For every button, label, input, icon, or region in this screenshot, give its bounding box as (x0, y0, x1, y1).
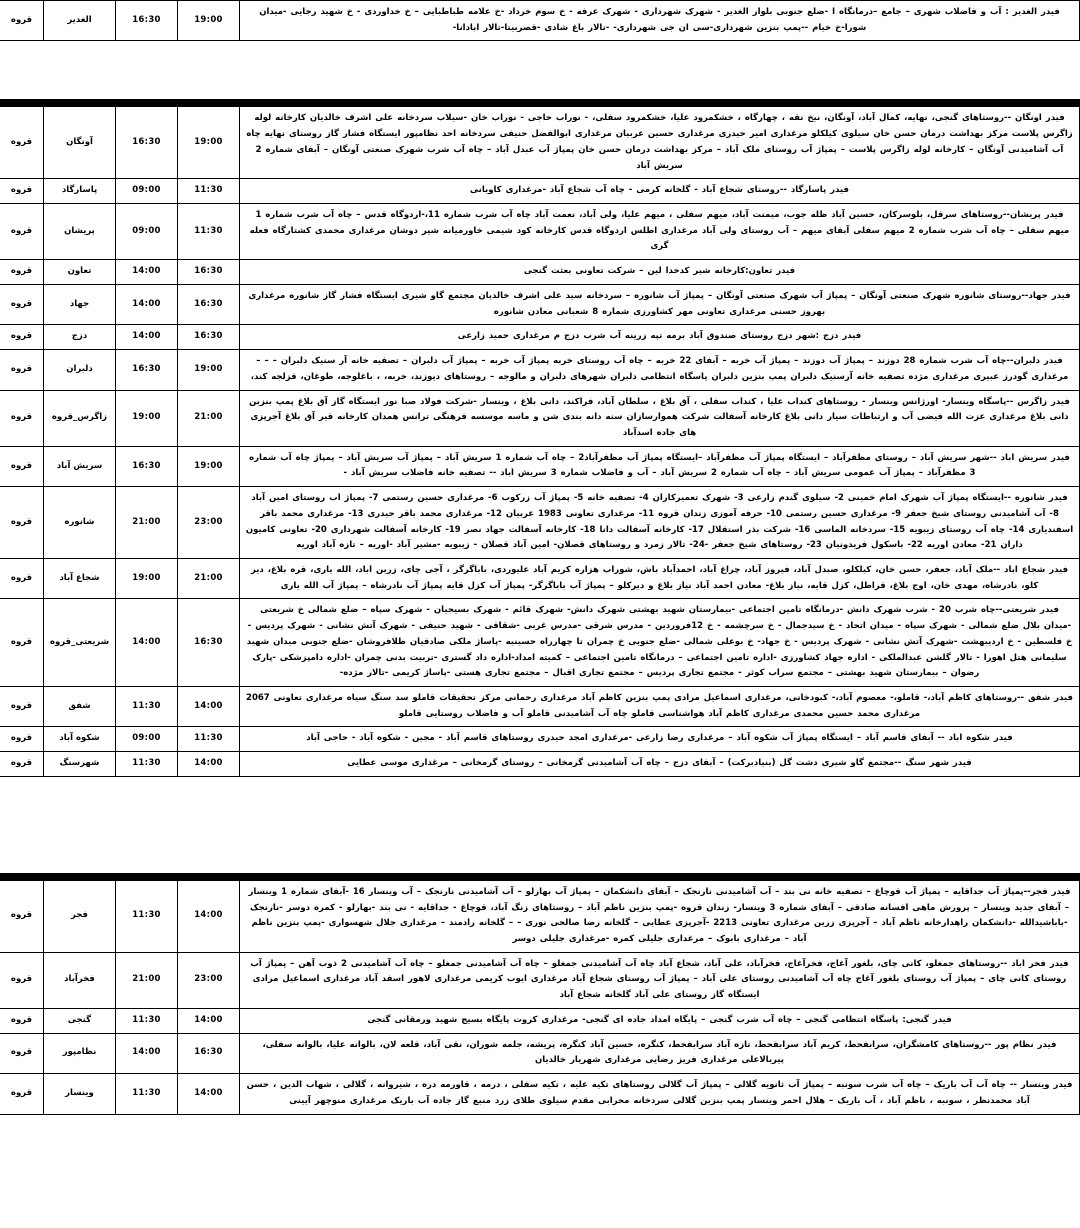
city-name: قروه (0, 1, 44, 41)
end-time: 16:30 (178, 599, 240, 687)
feeder-name: دزج (44, 325, 116, 350)
city-name: قروه (0, 1008, 44, 1033)
table-block-2 (0, 106, 1080, 776)
city-name: قروه (0, 325, 44, 350)
city-name: قروه (0, 204, 44, 260)
city-name: قروه (0, 727, 44, 752)
end-time: 23:00 (178, 487, 240, 559)
table-row (0, 558, 1080, 598)
city-name: قروه (0, 179, 44, 204)
start-time: 11:30 (116, 687, 178, 727)
start-time: 14:00 (116, 1033, 178, 1073)
table-row (0, 599, 1080, 687)
city-name: قروه (0, 260, 44, 285)
table-row (0, 487, 1080, 559)
end-time: 16:30 (178, 284, 240, 324)
start-time: 11:30 (116, 880, 178, 952)
end-time: 16:30 (178, 1033, 240, 1073)
feeder-description: فیدر شکوه اباد -- آبفای قاسم آباد – ایستگاه پمپاژ آب شکوه آباد – مرغداری رضا زارعی -مرغداری امجد حیدری روستاهای قاسم آباد - مجین - شکوه آباد - حاجی آباد (240, 727, 1080, 752)
table-row (0, 687, 1080, 727)
feeder-description: فیدر نظام پور --روستاهای کامشگران، سرابفحط، کریم آباد سرابفحط، تازه آباد سرابفحط، کنگره، حسین آباد کنگره، پریشه، جلمه شوران، نقی آباد، قلعه لان، بالوانه علیا، بالوانه سفلی، پیربالاعلی مرغداری فریز رضایی مرغداری شهریار خالدیان (240, 1033, 1080, 1073)
start-time: 16:30 (116, 446, 178, 486)
end-time: 11:30 (178, 179, 240, 204)
end-time: 14:00 (178, 1008, 240, 1033)
feeder-description: فیدر شجاع اباد --ملک آباد، جعفر، حسن خان، کیلکلو، صبدل آباد، فیروز آباد، چراغ آباد، احمدآباد باش، شوراب هزاره کریم آباد علیوردی، باباگرگر ، آجی چای، زرین اباد، الله یاری، قره بلاغ، دیر کلو، نادرشاه، مهدی خان، اوج بلاغ، قراطل، کزل قایه، نیاز بلاغ- معادن احمد آباد نیاز بلاغ و دیرکلو – پمپاژ آب باباگرگر- پمپاژ آب کزل قایه پمپاژ آب نادرشاه – پمپاژ آب الله یاری (240, 558, 1080, 598)
feeder-name: نظامپور (44, 1033, 116, 1073)
city-name: قروه (0, 952, 44, 1008)
city-name: قروه (0, 284, 44, 324)
city-name: قروه (0, 558, 44, 598)
start-time: 14:00 (116, 599, 178, 687)
table-row (0, 1033, 1080, 1073)
start-time: 19:00 (116, 558, 178, 598)
feeder-name: زاگرس_قروه (44, 390, 116, 446)
end-time: 23:00 (178, 952, 240, 1008)
table-row (0, 107, 1080, 179)
start-time: 21:00 (116, 487, 178, 559)
end-time: 19:00 (178, 446, 240, 486)
start-time: 21:00 (116, 952, 178, 1008)
feeder-name: آونگان (44, 107, 116, 179)
feeder-name: فخرآباد (44, 952, 116, 1008)
feeder-name: گنجی (44, 1008, 116, 1033)
city-name: قروه (0, 880, 44, 952)
city-name: قروه (0, 350, 44, 390)
start-time: 14:00 (116, 260, 178, 285)
table-row (0, 390, 1080, 446)
start-time: 11:30 (116, 752, 178, 777)
feeder-name: شانوره (44, 487, 116, 559)
city-name: قروه (0, 599, 44, 687)
block-spacer (0, 777, 1080, 873)
table-row (0, 1, 1080, 41)
table-row (0, 752, 1080, 777)
feeder-name: شجاع آباد (44, 558, 116, 598)
start-time: 11:30 (116, 1074, 178, 1114)
start-time: 14:00 (116, 284, 178, 324)
start-time: 16:30 (116, 1, 178, 41)
city-name: قروه (0, 446, 44, 486)
start-time: 09:00 (116, 179, 178, 204)
end-time: 16:30 (178, 260, 240, 285)
table-row (0, 952, 1080, 1008)
table-row (0, 260, 1080, 285)
feeder-description: فیدر پاسارگاد --روستای شجاع آباد - گلخانه کرمی - چاه آب شجاع آباد -مرغداری کاویانی (240, 179, 1080, 204)
feeder-description: فیدر پریشان--روستاهای سرقل، بلوسرکان، حسین آباد ظله جوب، میمنت آباد، میهم سفلی ، میهم علیا، ولی آباد، نعمت آباد چاه آب شرب شماره 11،-اردوگاه قدس – چاه آب شرب شماره 1 میهم سفلی – چاه آب شرب شماره 2 میهم سفلی آبفای میهم – آب روستای ولی آباد مرغداری اطلس اردوگاه قدس کارخانه کود شیمی خاورمیانه شیر دوشان مرغداری محمدی کشتارگاه فعله گری (240, 204, 1080, 260)
feeder-name: سریش آباد (44, 446, 116, 486)
end-time: 19:00 (178, 350, 240, 390)
feeder-name: شفق (44, 687, 116, 727)
feeder-description: فیدر شفق --روستاهای کاظم آباد،- قاملو،- معصوم آباد،- کبودخانی، مرغداری اسماعیل مرادی پمپ بنزین کاظم آباد مرغداری رحمانی مرکز تحقیقات قاملو سد سنگ سیاه مرغداری تعاونی 2067 مرغداری محمد حسین محمدی مرغداری کاظم آباد هواشناسی قاملو چاه آب آشامیدنی قاملو آب و فاضلاب روستایی قاملو (240, 687, 1080, 727)
feeder-name: دلبران (44, 350, 116, 390)
table-row (0, 350, 1080, 390)
feeder-name: جهاد (44, 284, 116, 324)
start-time: 09:00 (116, 204, 178, 260)
end-time: 14:00 (178, 687, 240, 727)
feeder-description: فیدر دزج :شهر دزج روستای صندوق آباد برمه تپه زرینه آب شرب دزج م مرغداری حمید زارعی (240, 325, 1080, 350)
table-row (0, 1074, 1080, 1114)
block-top-rule (0, 99, 1080, 106)
schedule-table-2 (0, 106, 1080, 776)
feeder-name: شهرسنگ (44, 752, 116, 777)
table-block-1 (0, 0, 1080, 41)
feeder-description: فیدر جهاد--روستای شانوره شهرک صنعتی آونگان – پمپاژ آب شهرک صنعتی آونگان – پمپاژ آب شانوره – سردخانه سید علی اشرف خالدیان مجتمع گاو شیری ایستگاه فشار گاز شانوره مرغداری بهروز حسنی مرغداری تعاونی مهر کشاورزی شماره 8 شعبانی معادن شانوره (240, 284, 1080, 324)
block-spacer (0, 41, 1080, 99)
feeder-description: فیدر الغدیر : آب و فاضلاب شهری – جامع –درمانگاه ا -ضلع جنوبی بلوار الغدیر - شهرک شهرداری - شهرک عرفه - خ سوم خرداد -خ علامه طباطبایی – خ خداوردی - خ شهید رجایی -میدان شورا-خ خیام --پمپ بنزین شهرداری-سی ان جی شهرداری- -تالار باغ شادی -قصربیتا-تالار ابادانا- (240, 1, 1080, 41)
end-time: 21:00 (178, 558, 240, 598)
start-time: 19:00 (116, 390, 178, 446)
feeder-name: شریعتی_قروه (44, 599, 116, 687)
feeder-name: وینسار (44, 1074, 116, 1114)
start-time: 09:00 (116, 727, 178, 752)
table-row (0, 204, 1080, 260)
table-block-3 (0, 880, 1080, 1115)
table-row (0, 284, 1080, 324)
city-name: قروه (0, 390, 44, 446)
end-time: 14:00 (178, 1074, 240, 1114)
table-row (0, 446, 1080, 486)
city-name: قروه (0, 752, 44, 777)
feeder-description: فیدر سریش اباد --شهر سریش آباد – روستای مظفرآباد – ایستگاه پمپاژ آب مظفرآباد –ایستگاه پمپاژ آب مظفرآباد2 – چاه آب شماره 1 سریش آباد – پمپاژ آب سریش آباد – پمپاژ چاه آب شماره 3 مظفرآباد – پمپاژ آب عمومی سریش آباد – چاه آب شماره 2 سریش آباد – آب و فاضلاب شماره 3 سریش اباد -- تصفیه خانه فاضلاب سریش آباد - (240, 446, 1080, 486)
city-name: قروه (0, 487, 44, 559)
table-row (0, 880, 1080, 952)
end-time: 14:00 (178, 880, 240, 952)
feeder-name: فجر (44, 880, 116, 952)
feeder-name: الغدیر (44, 1, 116, 41)
feeder-description: فیدر وینسار -- چاه آب آب باریک – چاه آب شرب سونبه – پمپاژ آب ثانویه گلالی – پمپاژ آب گلالی روستاهای تکیه علیه ، تکیه سفلی ، درمه ، قاورمه دره ، شیروانه ، گلالی ، شهاب الدین ، حسن آباد محمدنظر ، سونبه ، ناظم آباد ، آب باریک – هلال احمر وینسار پمپ بنزین گلالی سردخانه محرابی مقدم سیلوی طلای زرد منبع گاز جاده آب باریک مرغداری منوچهر آیینی (240, 1074, 1080, 1114)
schedule-table-3 (0, 880, 1080, 1115)
feeder-description: فیدر فجر--پمپاژ آب جداقایه – پمپاژ آب قوچاغ – تصفیه خانه نی بند – آب آشامیدنی نارنجک – آبفای دانشکمان – پمپاژ آب بهارلو – آب آشامیدنی نارنجک – آب وینسار 16 -آبفای شماره 1 وینسار – آبفای جدید وینسار – پرورش ماهی افسانه صادقی – آبفای شماره 3 وینسار- زندان قروه -پمپ بنزین ناظم آباد – روستاهای زنگ آباد، قوچاغ - جداقایه - نی بند -بهارلو - کمره دوسر -نارنجک -باباشیدالله -دانشکمان راهدارخانه ناظم آباد – آجرپزی زرین مرغداری تعاونی 2213 -آجرپزی عطایی – گلخانه رضا صالحی نوری – – گلخانه رادمند – مرغداری جلال شهسواری -پمپ بنزین ناظم آباد – مرغداری بابوک – مرغداری جلیلی کمره -مرغداری جلیلی دوسر (240, 880, 1080, 952)
feeder-description: فیدر اونگان --روستاهای گنجی، نهایه، کمال آباد، آونگان، نیخ نقه ، چهارگاه ، خشکمرود علیا، خشکمرود سفلی، - نوراب حاجی - نوراب خان -سیلاب سردخانه علی اشرف خالدیان کارخانه لوله زاگرس پلاست مرکز بهداشت درمان حسن خان سیلوی کیلکلو مرغداری امیر حیدری مرغداری حسین عربیان مرغداری ابوالفضل حنیفی سردخانه احد نظامپور ایستگاه فشار گاز روستای نهایه چاه آب آشامیدنی آونگان – کارخانه لوله زاگرس پلاست – پمپاژ آب روستای ملک آباد – مرکز بهداشت درمان حسن خان پمپاژ آب عبدل آباد – چاه آب شرب شهرک صنعتی آونگان – آبفای شماره 2 سریش آباد (240, 107, 1080, 179)
schedule-table-1 (0, 0, 1080, 41)
feeder-name: پریشان (44, 204, 116, 260)
feeder-name: پاسارگاد (44, 179, 116, 204)
feeder-name: تعاون (44, 260, 116, 285)
end-time: 11:30 (178, 204, 240, 260)
end-time: 11:30 (178, 727, 240, 752)
city-name: قروه (0, 1074, 44, 1114)
start-time: 14:00 (116, 325, 178, 350)
city-name: قروه (0, 687, 44, 727)
city-name: قروه (0, 107, 44, 179)
table-row (0, 727, 1080, 752)
start-time: 16:30 (116, 107, 178, 179)
start-time: 11:30 (116, 1008, 178, 1033)
feeder-description: فیدر دلبران--چاه آب شرب شماره 28 دوزند – پمپاژ آب دوزند – پمپاژ آب خربه – آبفای 22 خربه – چاه آب روستای خربه پمپاژ آب خربه – پمپاژ آب دلبران – تصفیه خانه آر سنیک دلبران – – – مرغداری گودرز عبیری مرغداری مژده تصفیه خانه آرسنیک دلبران پمپ بنزین دلبران پاسگاه انتظامی دلبران شهرهای دلبران و مالوجه – روستاهای دیوزند، خربه، ، باغلوجه، طوغان، قزلجه کند، (240, 350, 1080, 390)
feeder-name: شکوه آباد (44, 727, 116, 752)
feeder-description: فیدر تعاون:کارخانه شیر کدخدا لین – شرکت تعاونی بعثت گنجی (240, 260, 1080, 285)
feeder-description: فیدر زاگرس --پاسگاه وینسار- اورژانس وینسار - روستاهای کنداب علیا ، کنداب سفلی ، آق بلاغ ، سلطان آباد، فراکند، دانی بلاغ ، وینسار -شرکت فولاد صبا نور ایستگاه گاز آق بلاغ پمپ بنزین دانی بلاغ مرغداری عزت الله فیضی آب و ارتباطات سیار دانی بلاغ کارخانه آسفالت شرکت هموارسازان سنه دانه بندی شن و ماسه موسسه فرهنگی ترانس همدان کارخانه قیر آق بلاغ آجرپزی های جاده اسدآباد (240, 390, 1080, 446)
feeder-description: فیدر فخر اباد --روستاهای جمغلو، کانی چای، بلغور آغاج، فخرآغاج، فخرآباد، علی آباد، شجاع آباد چاه آب آشامیدنی جمغلو – چاه آب آشامیدنی جمغلو – چاه آب آشامیدنی 2 ذوب آهن – پمپاژ آب روستای کانی چای – پمپاژ آب روستای بلغور آغاج چاه آب آشامیدنی روستای علی آباد – پمپاژ آب روستای شجاع آباد مرغداری ایوب کریمی مرغداری لاهور اسفد آباد مرغداری اسماعیل مرادی ایستگاه گاز روستای علی آباد گلخانه شجاع آباد (240, 952, 1080, 1008)
feeder-description: فیدر شانوره --ایستگاه پمپاژ آب شهرک امام خمینی 2- سیلوی گندم زارعی 3- شهرک تعمیرکاران 4- تصفیه خانه 5- پمپاژ آب زرکوب 6- مرغداری حسین رستمی 7- پمپاژ اب روستای امین آباد 8- آب آشامیدنی روستای شیخ جعفر 9- مرغداری حسین رستمی 10- حرفه آموزی زندان قروه 11- مرغداری تعاونی 1983 عربیان 12- مرغداری محمد باقر حیدری 13- مرغداری محمد باقر اسفندیاری 14- چاه آب روستای زیبویه 15- سردخانه الماسی 16- شرکت بذر استقلال 17- کارخانه آسفالت دانا 18- کارخانه آسفالت جهاد نصر 19- کارخانه آسفالت شهرداری 20- تعاونی کامیون داران 21- معادن اوریه 22- باسکول فریدونیان 23- روستاهای شیخ جعفر -24- تالار زمرد و روستاهای قصلان- امین آباد قصلان - زیبویه -مشیر آباد -اوریه – تازه آباد اوریه (240, 487, 1080, 559)
table-row (0, 1008, 1080, 1033)
end-time: 19:00 (178, 1, 240, 41)
feeder-description: فیدر شهر سنگ --مجتمع گاو شیری دشت گل (بنیادبرکت) – آبفای دزج – چاه آب آشامیدنی گرمخانی – روستای گرمخانی – مرغداری موسی عطایی (240, 752, 1080, 777)
table-row (0, 325, 1080, 350)
end-time: 16:30 (178, 325, 240, 350)
feeder-description: فیدر شریعتی--چاه شرب 20 - شرب شهرک دانش -درمانگاه تامین اجتماعی -بیمارستان شهید بهشتی شهرک دانش- شهرک قائم - شهرک بسیجیان - شهرک سپاه – ضلع شمالی خ شریعتی -میدان بلال ضلع شمالی - شهرک سپاه - میدان اتحاد - خ سیدجمال - خ سرچشمه - خ 12فروردین - مدرس شرقی -مدرس غربی -شقاقی - شهید حنیفی - شهرک آتش نشانی - شهرک پردیس - خ فلسطین - خ اردیبهشت -شهرک آتش نشانی - شهرک پردیس - خ جهاد- خ بوعلی شمالی -ضلع جنوبی خ چمران تا چهارراه حسینیه -پاساژ ملکی صادقیان طلافروشان -ضلع جنوبی میدان شهید سلیمانی هتل اهورا - تالار گلشن عبدالملکی - اداره جهاد کشاورزی -اداره تامین اجتماعی – درمانگاه تامین اجتماعی – کمیته امداد-اداره داد گستری -تربیت بدنی چمران -اداره دامپزشکی -پارک رضوان – بیمارستان شهید بهشتی – مجتمع سراب کوثر - مجتمع تجاری پردیس – مجتمع تجاری اقبال – مجتمع تجاری هستی -پاساژ کریمی -تالار مژده- (240, 599, 1080, 687)
start-time: 16:30 (116, 350, 178, 390)
table-row (0, 179, 1080, 204)
end-time: 14:00 (178, 752, 240, 777)
feeder-description: فیدر گنجی: پاسگاه انتظامی گنجی – چاه آب شرب گنجی – پایگاه امداد جاده ای گنجی- مرغداری کروت پایگاه بسیج شهید ورمقانی گنجی (240, 1008, 1080, 1033)
end-time: 19:00 (178, 107, 240, 179)
city-name: قروه (0, 1033, 44, 1073)
block-top-rule (0, 873, 1080, 880)
end-time: 21:00 (178, 390, 240, 446)
